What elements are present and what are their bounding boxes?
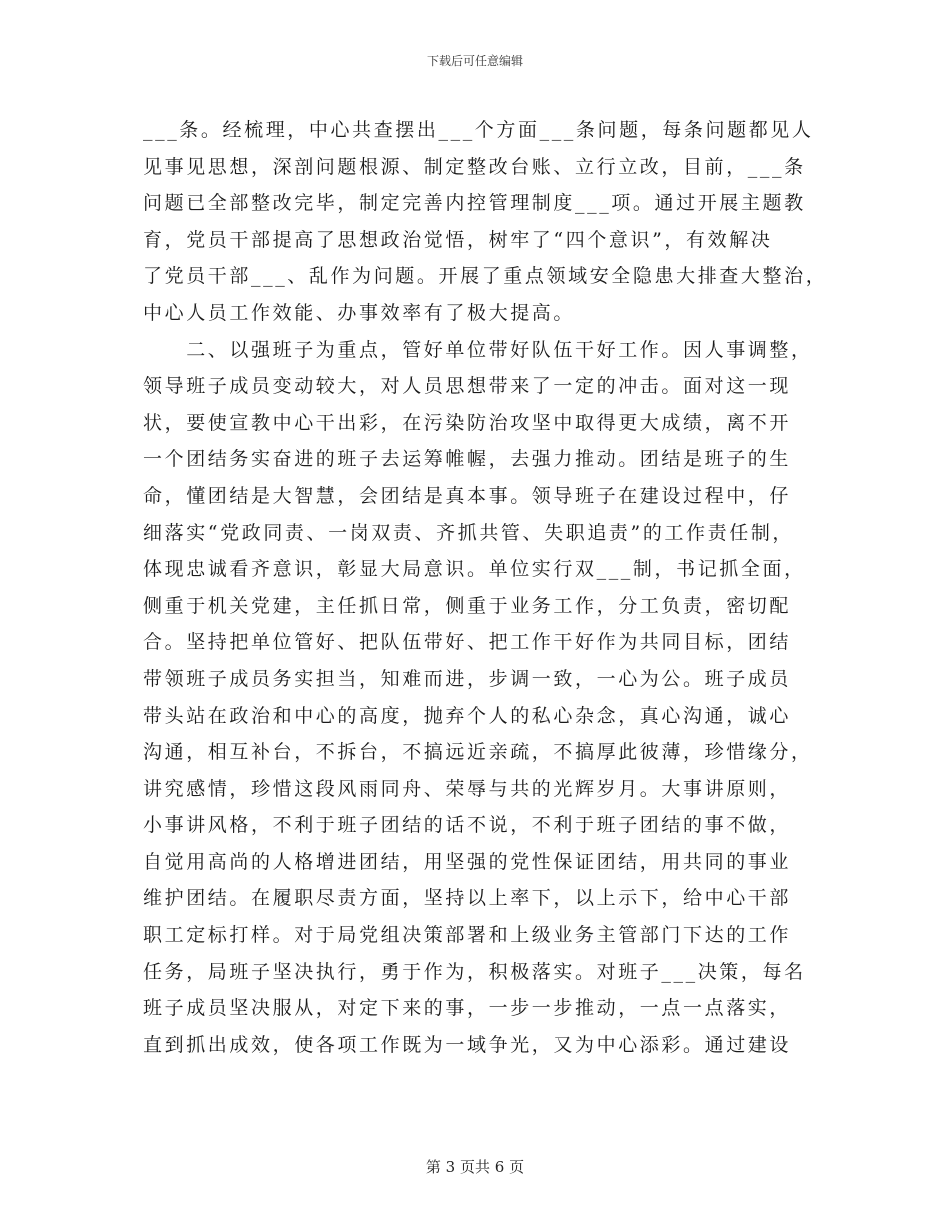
text-line: 班子成员坚决服从，对定下来的事，一步一步推动，一点一点落实， <box>143 997 792 1020</box>
document-body <box>143 112 828 1063</box>
text-line: 育，党员干部提高了思想政治觉悟，树牢了“四个意识”，有效解决 <box>143 228 773 251</box>
section-heading-line: 二、以强班子为重点，管好单位带好队伍干好工作。因人事调整， <box>143 338 813 361</box>
text-line: 沟通，相互补台，不拆台，不搞远近亲疏，不搞厚此彼薄，珍惜缘分， <box>143 741 813 764</box>
text-line: 中心人员工作效能、办事效率有了极大提高。 <box>143 301 576 324</box>
text-line: 带头站在政治和中心的高度，抛弃个人的私心杂念，真心沟通，诚心 <box>143 704 792 727</box>
text-line: 任务，局班子坚决执行，勇于作为，积极落实。对班子___决策，每名 <box>143 960 806 983</box>
text-line: 带领班子成员务实担当，知难而进，步调一致，一心为公。班子成员 <box>143 667 792 690</box>
text-line: ___条。经梳理，中心共查摆出___个方面___条问题，每条问题都见人 <box>143 119 814 141</box>
text-line: 合。坚持把单位管好、把队伍带好、把工作干好作为共同目标，团结 <box>143 631 792 654</box>
text-line: 职工定标打样。对于局党组决策部署和上级业务主管部门下达的工作 <box>143 924 792 947</box>
text-line: 了党员干部___、乱作为问题。开展了重点领域安全隐患大排查大整治， <box>143 265 828 288</box>
text-line: 体现忠诚看齐意识，彰显大局意识。单位实行双___制，书记抓全面， <box>143 558 806 581</box>
text-line: 一个团结务实奋进的班子去运筹帷幄，去强力推动。团结是班子的生 <box>143 448 792 471</box>
text-line: 命，懂团结是大智慧，会团结是真本事。领导班子在建设过程中，仔 <box>143 484 792 507</box>
text-line: 状，要使宣教中心干出彩，在污染防治攻坚中取得更大成绩，离不开 <box>143 411 792 434</box>
text-line: 问题已全部整改完毕，制定完善内控管理制度___项。通过开展主题教 <box>143 192 806 215</box>
text-line: 侧重于机关党建，主任抓日常，侧重于业务工作，分工负责，密切配 <box>143 594 792 617</box>
text-line: 见事见思想，深剖问题根源、制定整改台账、立行立改，目前，___条 <box>143 155 806 178</box>
page-number: 第 3 页共 6 页 <box>425 1158 525 1176</box>
text-line: 直到抓出成效，使各项工作既为一域争光，又为中心添彩。通过建设 <box>143 1033 792 1056</box>
text-line: 维护团结。在履职尽责方面，坚持以上率下，以上示下，给中心干部 <box>143 887 792 910</box>
text-line: 领导班子成员变动较大，对人员思想带来了一定的冲击。面对这一现 <box>143 375 792 398</box>
text-line: 自觉用高尚的人格增进团结，用坚强的党性保证团结，用共同的事业 <box>143 850 792 873</box>
text-line: 细落实“党政同责、一岗双责、齐抓共管、失职追责”的工作责任制， <box>143 521 795 544</box>
page-header: 下载后可任意编辑 <box>426 54 523 68</box>
text-line: 讲究感情，珍惜这段风雨同舟、荣辱与共的光辉岁月。大事讲原则， <box>143 777 792 800</box>
text-line: 小事讲风格，不利于班子团结的话不说，不利于班子团结的事不做， <box>143 814 792 837</box>
